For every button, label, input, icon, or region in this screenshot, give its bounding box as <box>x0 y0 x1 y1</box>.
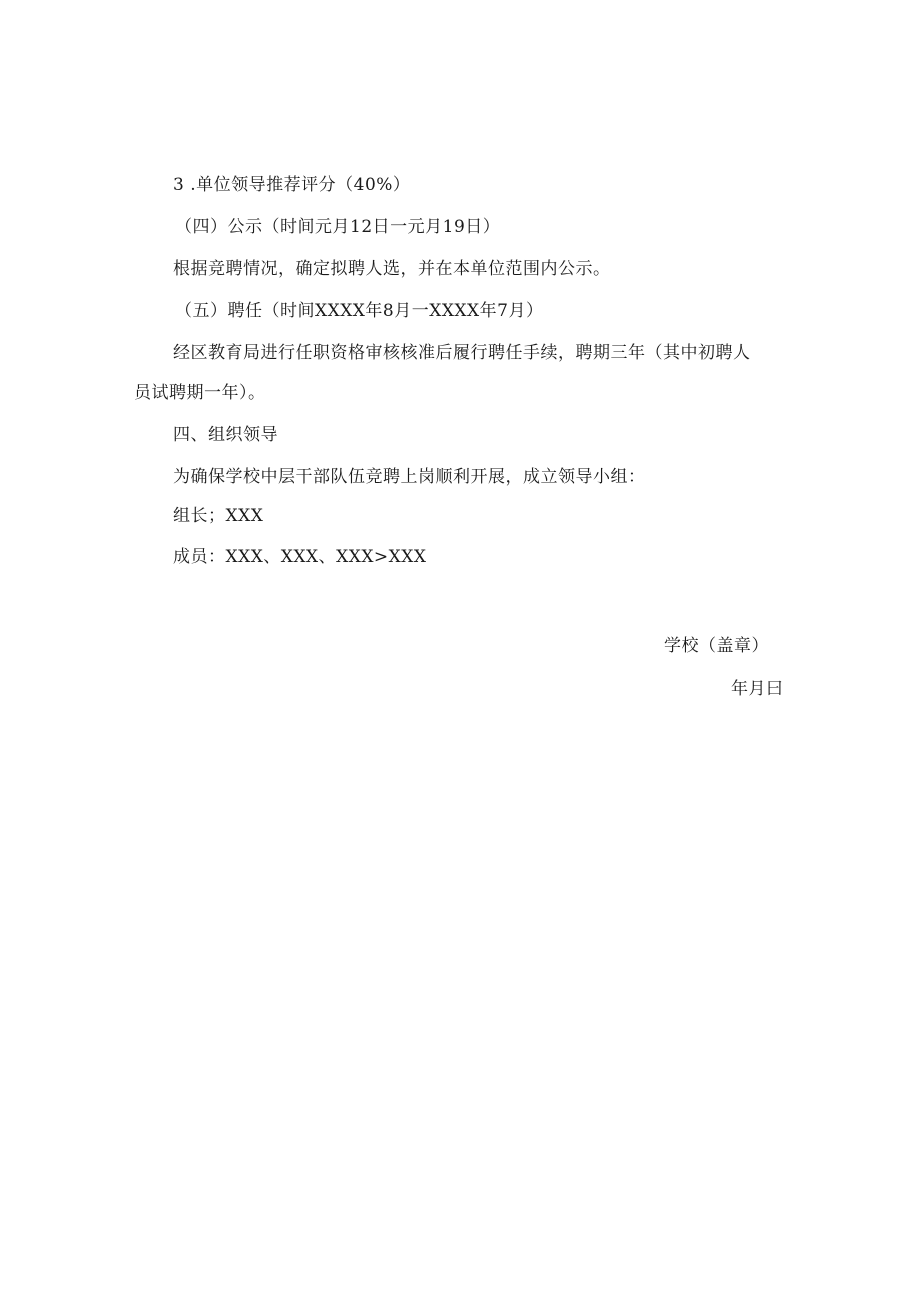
group-leader-line: 组长；XXX <box>173 506 264 526</box>
organization-paragraph: 为确保学校中层干部队伍竞聘上岗顺利开展，成立领导小组： <box>173 467 646 487</box>
section-appointment-heading: （五）聘任（时间XXXX年8月一XXXX年7月） <box>175 301 544 321</box>
school-seal-signature: 学校（盖章） <box>664 636 769 656</box>
appointment-paragraph-line1: 经区教育局进行任职资格审核核准后履行聘任手续，聘期三年（其中初聘人 <box>173 343 751 363</box>
item-3-recommendation-score: 3 .单位领导推荐评分（40%） <box>173 175 411 195</box>
signature-date: 年月曰 <box>731 679 784 699</box>
group-members-line: 成员：XXX、XXX、XXX>XXX <box>173 547 427 567</box>
appointment-paragraph-line2: 员试聘期一年）。 <box>134 383 266 403</box>
section-organization-heading: 四、组织领导 <box>173 425 278 445</box>
section-publicity-heading: （四）公示（时间元月12日一元月19日） <box>175 217 501 237</box>
publicity-paragraph: 根据竞聘情况，确定拟聘人选，并在本单位范围内公示。 <box>173 259 611 279</box>
